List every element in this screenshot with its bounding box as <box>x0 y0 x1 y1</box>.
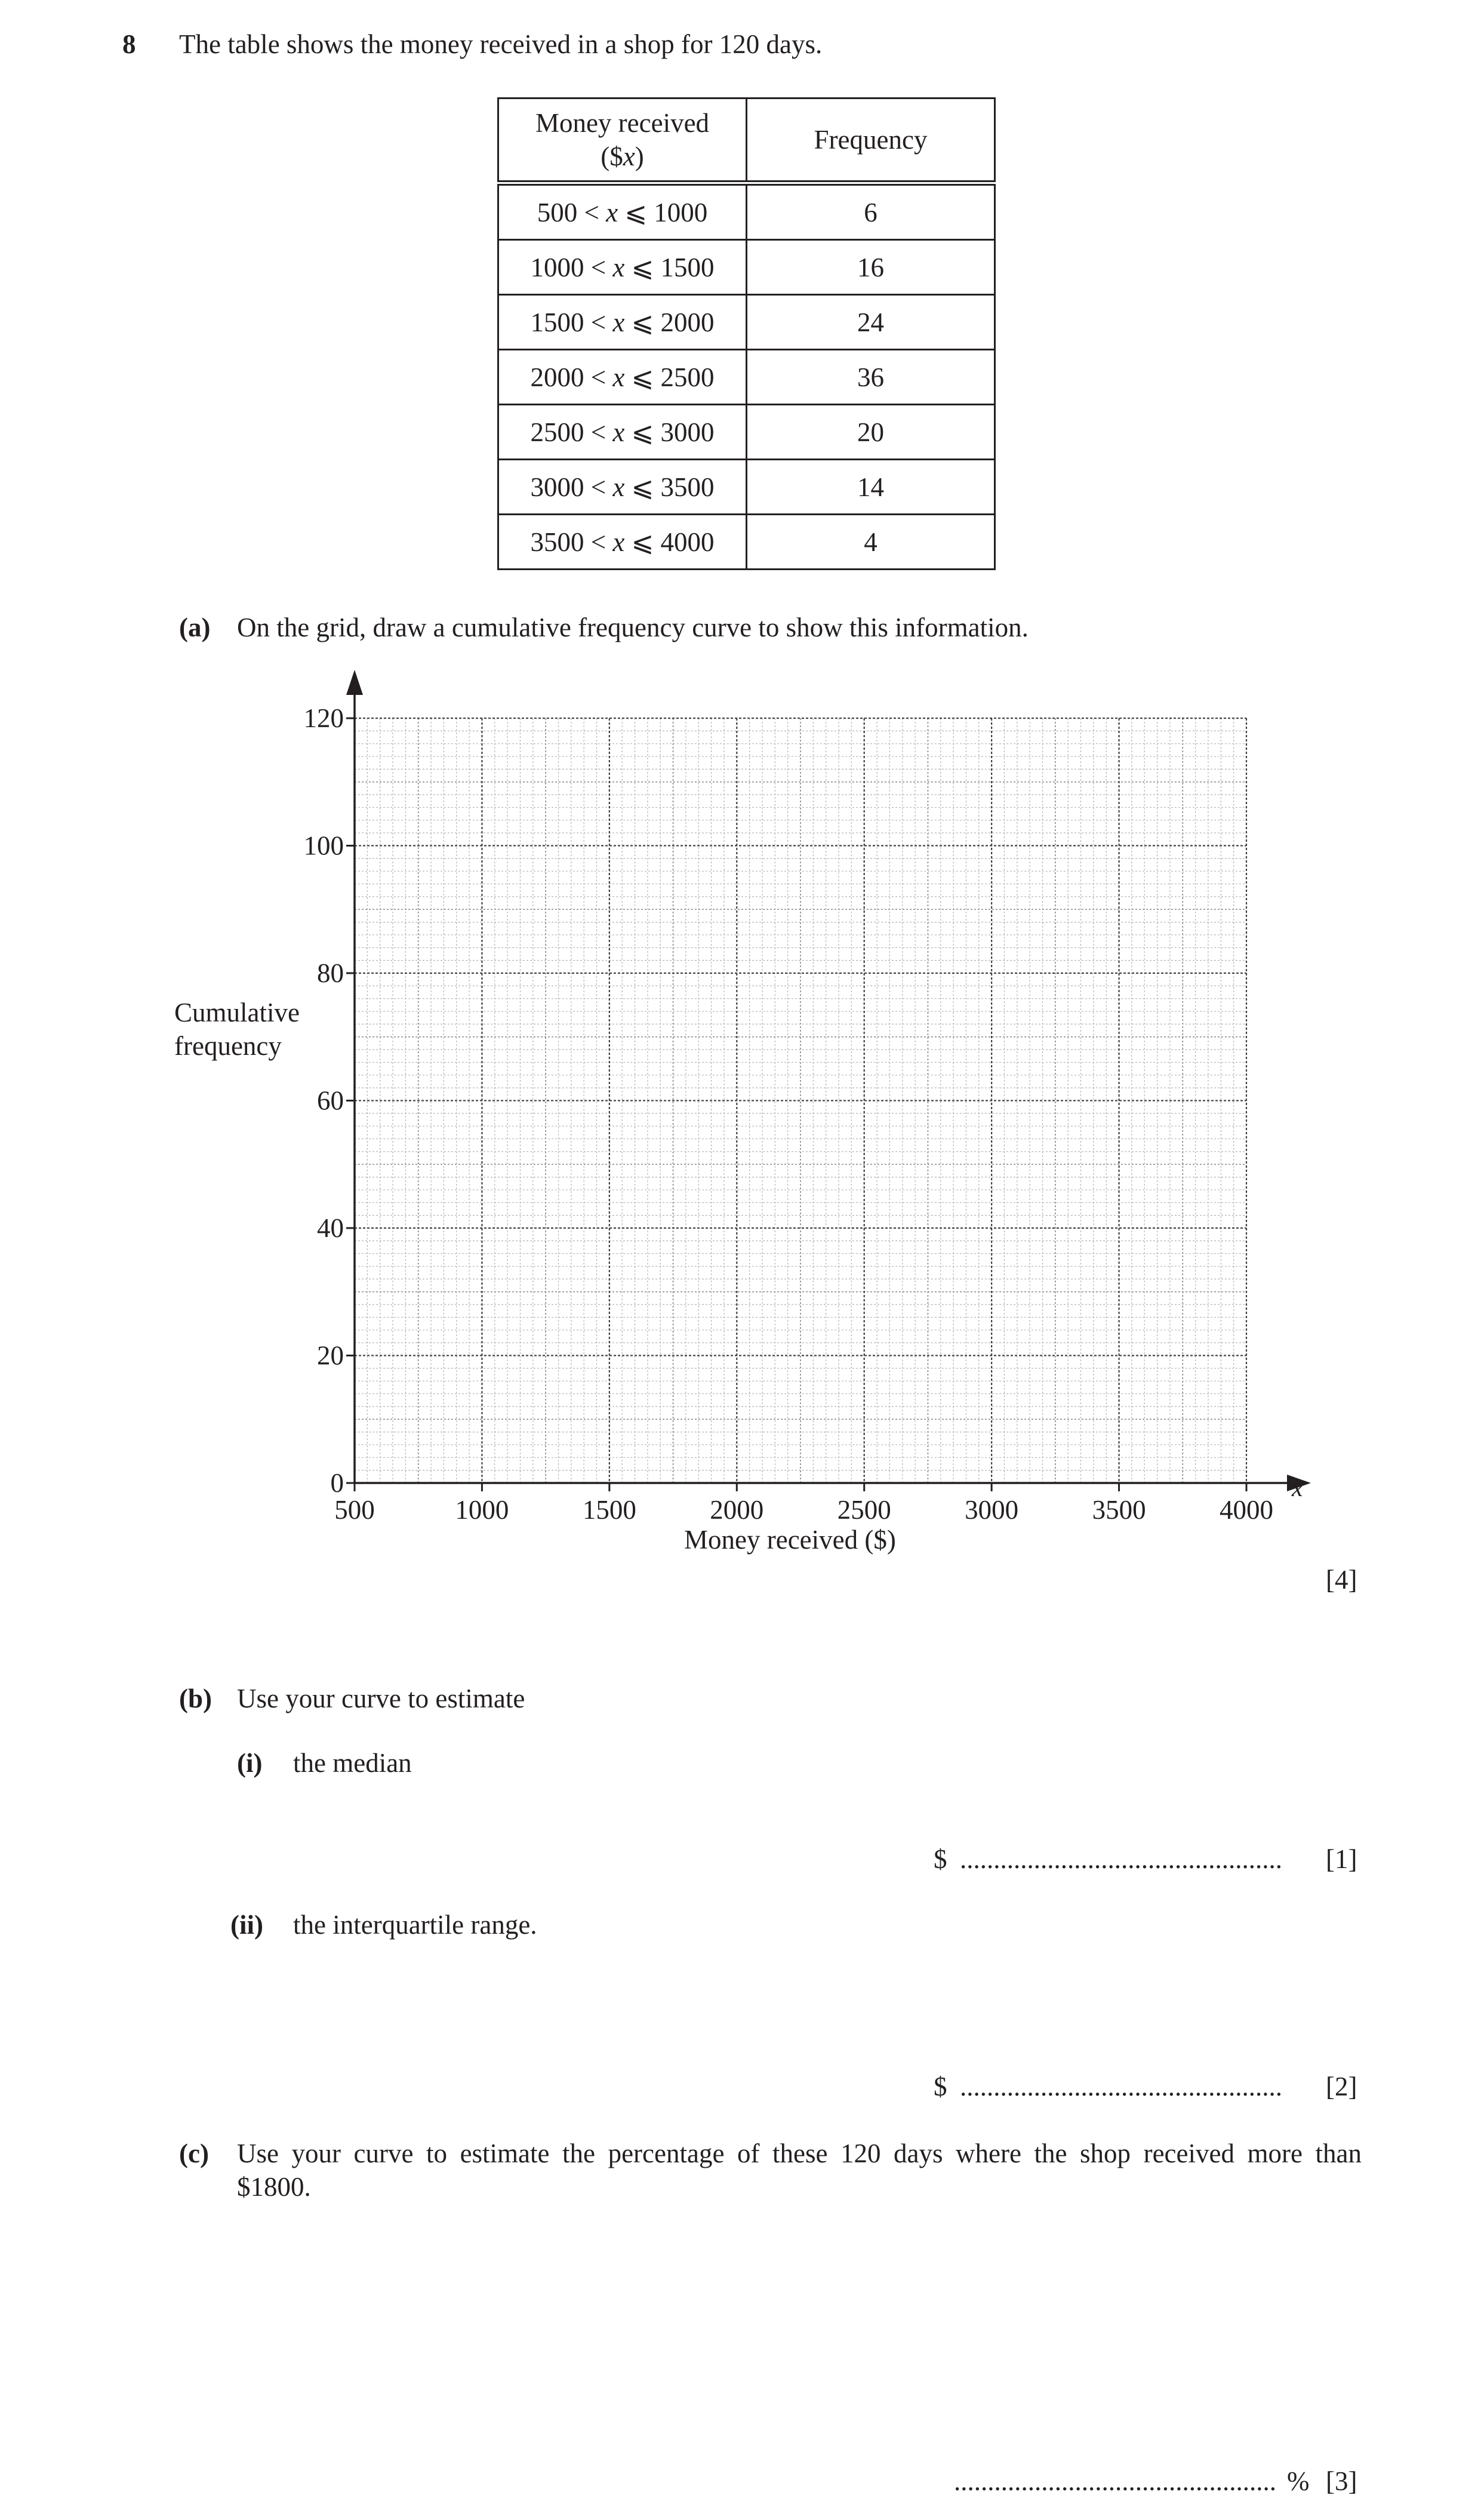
y-tick-label: 60 <box>317 1085 344 1116</box>
header-money-line1: Money received <box>535 107 710 138</box>
x-axis-symbol: x <box>1292 1475 1303 1502</box>
frequency-cell: 36 <box>747 350 995 405</box>
part-c-text-line2: $1800. <box>237 2172 311 2202</box>
part-b-text: Use your curve to estimate <box>237 1684 525 1713</box>
part-a-text: On the grid, draw a cumulative frequency curve to show this information. <box>237 613 1029 642</box>
money-interval-cell: 2500 < x ⩽ 3000 <box>498 405 747 460</box>
y-tick-label: 120 <box>303 703 344 733</box>
frequency-cell: 6 <box>747 183 995 240</box>
y-tick-label: 40 <box>317 1213 344 1243</box>
frequency-cell: 4 <box>747 515 995 570</box>
header-frequency: Frequency <box>747 99 995 183</box>
x-tick-label: 500 <box>334 1495 375 1525</box>
part-c-marks: [3] <box>1326 2466 1357 2496</box>
frequency-cell: 16 <box>747 240 995 295</box>
frequency-cell: 14 <box>747 460 995 515</box>
part-b-ii-marks: [2] <box>1326 2072 1357 2101</box>
money-interval-cell: 3000 < x ⩽ 3500 <box>498 460 747 515</box>
part-c-percent: % <box>1287 2466 1310 2496</box>
part-b-i-text: the median <box>293 1748 412 1778</box>
frequency-cell: 24 <box>747 295 995 350</box>
y-tick-label: 0 <box>330 1468 344 1498</box>
part-b-i-marks: [1] <box>1326 1844 1357 1874</box>
part-b-i-dollar: $ <box>934 1844 947 1874</box>
part-c-text-line1: Use your curve to estimate the percentage of these 120 days where the shop received more than <box>237 2139 1362 2168</box>
money-interval-cell: 1500 < x ⩽ 2000 <box>498 295 747 350</box>
tick-marks <box>346 718 1246 1491</box>
tick-labels <box>304 703 1274 1525</box>
part-b-i-label: (i) <box>237 1748 263 1778</box>
x-axis-label: Money received ($) <box>684 1525 896 1555</box>
part-a-marks: [4] <box>1326 1565 1357 1595</box>
money-interval-cell: 500 < x ⩽ 1000 <box>498 183 747 240</box>
x-tick-label: 1000 <box>455 1495 509 1525</box>
part-b-ii-label: (ii) <box>230 1910 263 1940</box>
part-c-label: (c) <box>179 2139 209 2168</box>
money-interval-cell: 1000 < x ⩽ 1500 <box>498 240 747 295</box>
header-money-line2: ($x) <box>601 141 644 171</box>
money-interval-cell: 2000 < x ⩽ 2500 <box>498 350 747 405</box>
question-stem: The table shows the money received in a shop for 120 days. <box>179 29 823 59</box>
y-tick-label: 100 <box>303 830 344 861</box>
part-b-label: (b) <box>179 1684 212 1713</box>
x-tick-label: 3000 <box>965 1495 1019 1525</box>
x-tick-label: 3500 <box>1092 1495 1146 1525</box>
y-axis-label-line2: frequency <box>174 1031 282 1061</box>
part-b-i-answer-line[interactable]: ................................................ <box>960 1844 1282 1874</box>
money-interval-cell: 3500 < x ⩽ 4000 <box>498 515 747 570</box>
x-tick-label: 2500 <box>837 1495 891 1525</box>
y-tick-label: 20 <box>317 1340 344 1371</box>
x-tick-label: 1500 <box>582 1495 636 1525</box>
question-number: 8 <box>122 29 136 59</box>
part-b-ii-dollar: $ <box>934 2072 947 2101</box>
x-tick-label: 2000 <box>710 1495 764 1525</box>
frequency-cell: 20 <box>747 405 995 460</box>
part-a-label: (a) <box>179 613 211 642</box>
y-tick-label: 80 <box>317 958 344 988</box>
part-b-ii-answer-line[interactable]: ................................................ <box>960 2072 1282 2101</box>
part-c-answer-line[interactable]: ................................................ <box>954 2466 1276 2496</box>
x-tick-label: 4000 <box>1220 1495 1273 1525</box>
part-b-ii-text: the interquartile range. <box>293 1910 537 1940</box>
y-axis-arrowhead <box>346 670 363 695</box>
y-axis-label-line1: Cumulative <box>174 998 300 1027</box>
